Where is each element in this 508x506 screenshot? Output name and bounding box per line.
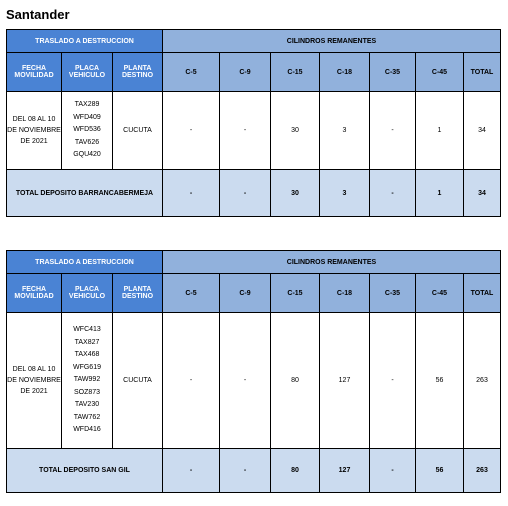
value-cell: 30: [271, 92, 320, 170]
total-cell: 263: [464, 449, 501, 493]
value-cell: -: [163, 313, 220, 449]
col-c15: C-15: [271, 53, 320, 92]
total-cell: -: [163, 170, 220, 217]
placa: SOZ873: [73, 388, 101, 396]
col-placa: PLACA VEHICULO: [62, 274, 113, 313]
total-cell: 56: [416, 449, 464, 493]
total-cell: -: [220, 170, 271, 217]
table-row: [7, 92, 501, 170]
total-cell: 1: [416, 170, 464, 217]
col-c9: C-9: [220, 53, 271, 92]
total-cell: 80: [271, 449, 320, 493]
placa: TAX468: [74, 351, 100, 359]
placa: WFG619: [72, 363, 101, 371]
placas-cell: [62, 313, 113, 449]
header-cilindros: CILINDROS REMANENTES: [163, 251, 501, 274]
table-row: [7, 313, 501, 449]
header-cilindros: CILINDROS REMANENTES: [163, 30, 501, 53]
col-c9: C-9: [220, 274, 271, 313]
placas-cell: [62, 92, 113, 170]
total-cell: 127: [320, 449, 370, 493]
total-cell: 34: [464, 170, 501, 217]
total-cell: -: [370, 170, 416, 217]
total-row: [7, 170, 501, 217]
value-cell: 3: [320, 92, 370, 170]
col-fecha: FECHA MOVILIDAD: [7, 53, 62, 92]
value-cell: -: [163, 92, 220, 170]
value-cell: -: [370, 313, 416, 449]
header-traslado: TRASLADO A DESTRUCCION: [7, 30, 163, 53]
total-cell: -: [163, 449, 220, 493]
table-barrancabermeja: [6, 29, 501, 217]
value-cell: 1: [416, 92, 464, 170]
placa: WFD536: [73, 126, 101, 134]
planta-cell: CUCUTA: [113, 313, 163, 449]
total-cell: 30: [271, 170, 320, 217]
total-cell: -: [370, 449, 416, 493]
col-total: TOTAL: [464, 274, 501, 313]
placa: WFD409: [73, 113, 101, 121]
col-c5: C-5: [163, 53, 220, 92]
value-cell: 80: [271, 313, 320, 449]
placa: TAV626: [74, 138, 100, 146]
value-cell: -: [220, 313, 271, 449]
table-san-gil: [6, 250, 501, 493]
total-label: TOTAL DEPOSITO SAN GIL: [7, 449, 163, 493]
value-cell: 263: [464, 313, 501, 449]
placa: TAW762: [73, 413, 101, 421]
col-c5: C-5: [163, 274, 220, 313]
col-fecha: FECHA MOVILIDAD: [7, 274, 62, 313]
fecha-cell: DEL 08 AL 10 DE NOVIEMBRE DE 2021: [7, 313, 62, 449]
col-c45: C-45: [416, 53, 464, 92]
value-cell: 127: [320, 313, 370, 449]
col-c35: C-35: [370, 274, 416, 313]
col-planta: PLANTA DESTINO: [113, 274, 163, 313]
placa: TAW992: [73, 376, 101, 384]
placa: TAX289: [74, 101, 100, 109]
header-traslado: TRASLADO A DESTRUCCION: [7, 251, 163, 274]
col-c18: C-18: [320, 274, 370, 313]
col-c45: C-45: [416, 274, 464, 313]
value-cell: 34: [464, 92, 501, 170]
col-placa: PLACA VEHICULO: [62, 53, 113, 92]
col-c18: C-18: [320, 53, 370, 92]
col-c15: C-15: [271, 274, 320, 313]
placa: WFC413: [73, 326, 101, 334]
value-cell: 56: [416, 313, 464, 449]
col-total: TOTAL: [464, 53, 501, 92]
col-c35: C-35: [370, 53, 416, 92]
placa: TAV230: [74, 401, 100, 409]
value-cell: -: [220, 92, 271, 170]
page-title: Santander: [6, 7, 70, 22]
col-planta: PLANTA DESTINO: [113, 53, 163, 92]
total-cell: -: [220, 449, 271, 493]
planta-cell: CUCUTA: [113, 92, 163, 170]
placa: WFD416: [73, 426, 101, 434]
total-label: TOTAL DEPOSITO BARRANCABERMEJA: [7, 170, 163, 217]
fecha-cell: DEL 08 AL 10 DE NOVIEMBRE DE 2021: [7, 92, 62, 170]
total-cell: 3: [320, 170, 370, 217]
value-cell: -: [370, 92, 416, 170]
placa: GQU420: [73, 151, 101, 159]
total-row: [7, 449, 501, 493]
placa: TAX827: [74, 338, 100, 346]
